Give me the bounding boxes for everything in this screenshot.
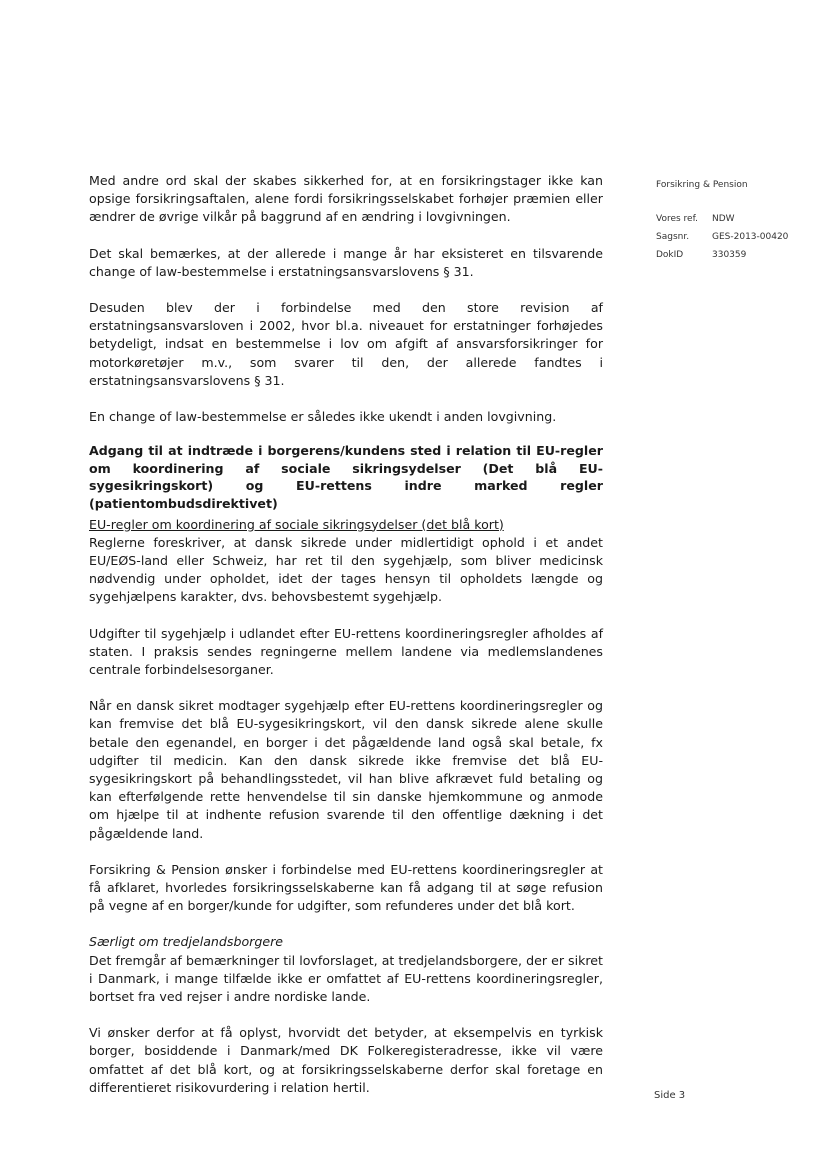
ref-row: [656, 210, 821, 228]
paragraph: Når en dansk sikret modtager sygehjælp efter EU-rettens koordineringsregler og kan fremvise det blå EU-sygesikringskort, vil den dansk sikrede alene skulle betale den egenandel, en borger i det pågældende land også skal betale, fx udgifter til medicin. Kan den dansk sikrede ikke fremvise det blå EU-sygesikringskort på behandlingsstedet, vil han blive afkrævet fuld betaling og kan efterfølgende rette henvendelse til sin danske hjemkommune og anmode om hjælpe til at indhente refusion svarende til den offentlige dækning i det pågældende land.: [89, 698, 603, 841]
ref-row: [656, 228, 821, 246]
section-heading: Adgang til at indtræde i borgerens/kundens sted i relation til EU-regler om koordinering af sociale sikringsydelser (Det blå EU-sygesikringskort) og EU-rettens indre marked regler (patientombudsdirektivet): [89, 443, 603, 512]
paragraph: Vi ønsker derfor at få oplyst, hvorvidt det betyder, at eksempelvis en tyrkisk borger, bosiddende i Danmark/med DK Folkeregisteradresse, ikke vil være omfattet af det blå kort, og at forsikringsselskaberne derfor skal foretage en differentieret risikovurdering i relation hertil.: [89, 1025, 603, 1095]
paragraph-text: Det fremgår af bemærkninger til lovforslaget, at tredjelandsborgere, der er sikret i Danmark, i mange tilfælde ikke er omfattet af EU-rettens koordineringsregler, bortset fra ved rejser i andre nordiske lande.: [89, 952, 603, 1005]
ref-label: DokID: [656, 250, 684, 260]
reference-sidebar: [656, 176, 821, 264]
paragraph: [89, 933, 603, 1006]
ref-label: Vores ref.: [656, 214, 698, 224]
paragraph: Udgifter til sygehjælp i udlandet efter EU-rettens koordineringsregler afholdes af staten. I praksis sendes regningerne mellem landene via medlemslandenes centrale forbindelsesorganer.: [89, 625, 603, 678]
subheading-italic: Særligt om tredjelandsborgere: [89, 934, 284, 950]
paragraph: Med andre ord skal der skabes sikkerhed for, at en forsikringstager ikke kan opsige forsikringsaftalen, alene fordi forsikringsselskabet forhøjer præmien eller ændrer de øvrige vilkår på baggrund af en ændring i lovgivningen.: [89, 173, 603, 225]
ref-value: 330359: [712, 250, 747, 260]
organization-name: Forsikring & Pension: [656, 180, 748, 190]
document-body: [89, 172, 603, 1115]
paragraph: Det skal bemærkes, at der allerede i mange år har eksisteret en tilsvarende change of law-bestemmelse i erstatningsansvarslovens § 31.: [89, 245, 603, 279]
paragraph: Desuden blev der i forbindelse med den store revision af erstatningsansvarsloven i 2002, hvor bl.a. niveauet for erstatninger forhøjedes betydeligt, indsat en bestemmelse i lov om afgift af ansvarsforsikringer for motorkøretøjer m.v., som svarer til den, der allerede fandtes i erstatningsansvarslovens § 31.: [89, 300, 603, 388]
page-number: Side 3: [654, 1090, 686, 1101]
ref-label: Sagsnr.: [656, 232, 690, 242]
paragraph: [89, 516, 603, 607]
ref-row: [656, 246, 821, 264]
ref-value: NDW: [712, 214, 735, 224]
paragraph: En change of law-bestemmelse er således ikke ukendt i anden lovgivning.: [89, 409, 557, 425]
paragraph: Forsikring & Pension ønsker i forbindelse med EU-rettens koordineringsregler at få afklaret, hvorledes forsikringsselskaberne kan få adgang til at søge refusion på vegne af en borger/kunde for udgifter, som refunderes under det blå kort.: [89, 861, 603, 914]
subheading-underlined: EU-regler om koordinering af sociale sikringsydelser (det blå kort): [89, 516, 504, 532]
ref-value: GES-2013-00420: [712, 232, 789, 242]
paragraph-text: Reglerne foreskriver, at dansk sikrede under midlertidigt ophold i et andet EU/EØS-land eller Schweiz, har ret til den sygehjælp, som bliver medicinsk nødvendig under opholdet, idet der tages hensyn til opholdets længde og sygehjælpens karakter, dvs. behovsbestemt sygehjælp.: [89, 534, 603, 605]
